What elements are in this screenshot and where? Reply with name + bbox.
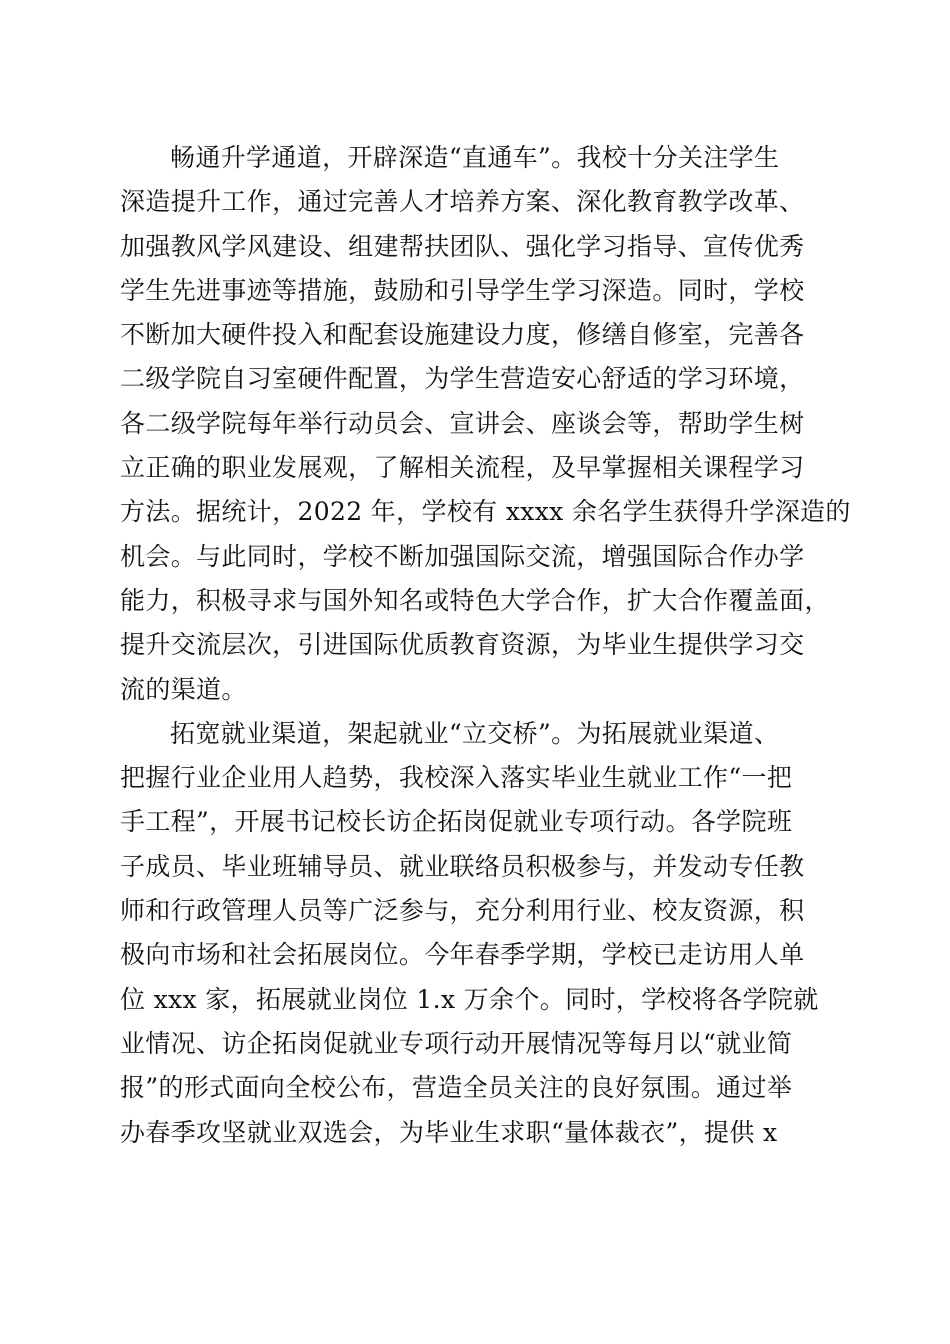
- paragraph-line: 能力，积极寻求与国外知名或特色大学合作，扩大合作覆盖面，: [120, 585, 830, 615]
- paragraph-line: 立正确的职业发展观，了解相关流程，及早掌握相关课程学习: [120, 453, 805, 483]
- paragraph-line: 各二级学院每年举行动员会、宣讲会、座谈会等，帮助学生树: [120, 408, 805, 438]
- paragraph-line: 业情况、访企拓岗促就业专项行动开展情况等每月以“就业简: [120, 1028, 793, 1058]
- paragraph-line: 子成员、毕业班辅导员、就业联络员积极参与，并发动专任教: [120, 851, 805, 881]
- paragraph-line: 不断加大硬件投入和配套设施建设力度，修缮自修室，完善各: [120, 320, 805, 350]
- paragraph-line: 二级学院自习室硬件配置，为学生营造安心舒适的学习环境，: [120, 364, 805, 394]
- paragraph-line: 办春季攻坚就业双选会，为毕业生求职“量体裁衣”，提供 x: [120, 1117, 778, 1147]
- paragraph-line: 拓宽就业渠道，架起就业“立交桥”。为拓展就业渠道、: [170, 718, 780, 748]
- paragraph-line: 畅通升学通道，开辟深造“直通车”。我校十分关注学生: [170, 143, 780, 172]
- paragraph-line: 极向市场和社会拓展岗位。今年春季学期，学校已走访用人单: [120, 940, 805, 970]
- paragraph-further-study: [120, 136, 851, 712]
- paragraph-line: 学生先进事迹等措施，鼓励和引导学生学习深造。同时，学校: [120, 275, 805, 305]
- document-body: [120, 136, 851, 1155]
- paragraph-line: 位 xxx 家，拓展就业岗位 1.x 万余个。同时，学校将各学院就: [120, 984, 819, 1014]
- paragraph-line: 报”的形式面向全校公布，营造全员关注的良好氛围。通过举: [120, 1073, 793, 1103]
- paragraph-line: 把握行业企业用人趋势，我校深入落实毕业生就业工作“一把: [120, 763, 793, 793]
- paragraph-line: 流的渠道。: [120, 674, 247, 704]
- paragraph-line: 手工程”，开展书记校长访企拓岗促就业专项行动。各学院班: [120, 807, 793, 837]
- paragraph-line: 师和行政管理人员等广泛参与，充分利用行业、校友资源，积: [120, 896, 805, 926]
- paragraph-line: 加强教风学风建设、组建帮扶团队、强化学习指导、宣传优秀: [120, 231, 805, 261]
- paragraph-line: 方法。据统计，2022 年，学校有 xxxx 余名学生获得升学深造的: [120, 497, 851, 527]
- paragraph-line: 提升交流层次，引进国际优质教育资源，为毕业生提供学习交: [120, 630, 805, 660]
- paragraph-employment: [120, 712, 840, 1155]
- paragraph-line: 机会。与此同时，学校不断加强国际交流，增强国际合作办学: [120, 541, 805, 571]
- paragraph-line: 深造提升工作，通过完善人才培养方案、深化教育教学改革、: [120, 187, 805, 217]
